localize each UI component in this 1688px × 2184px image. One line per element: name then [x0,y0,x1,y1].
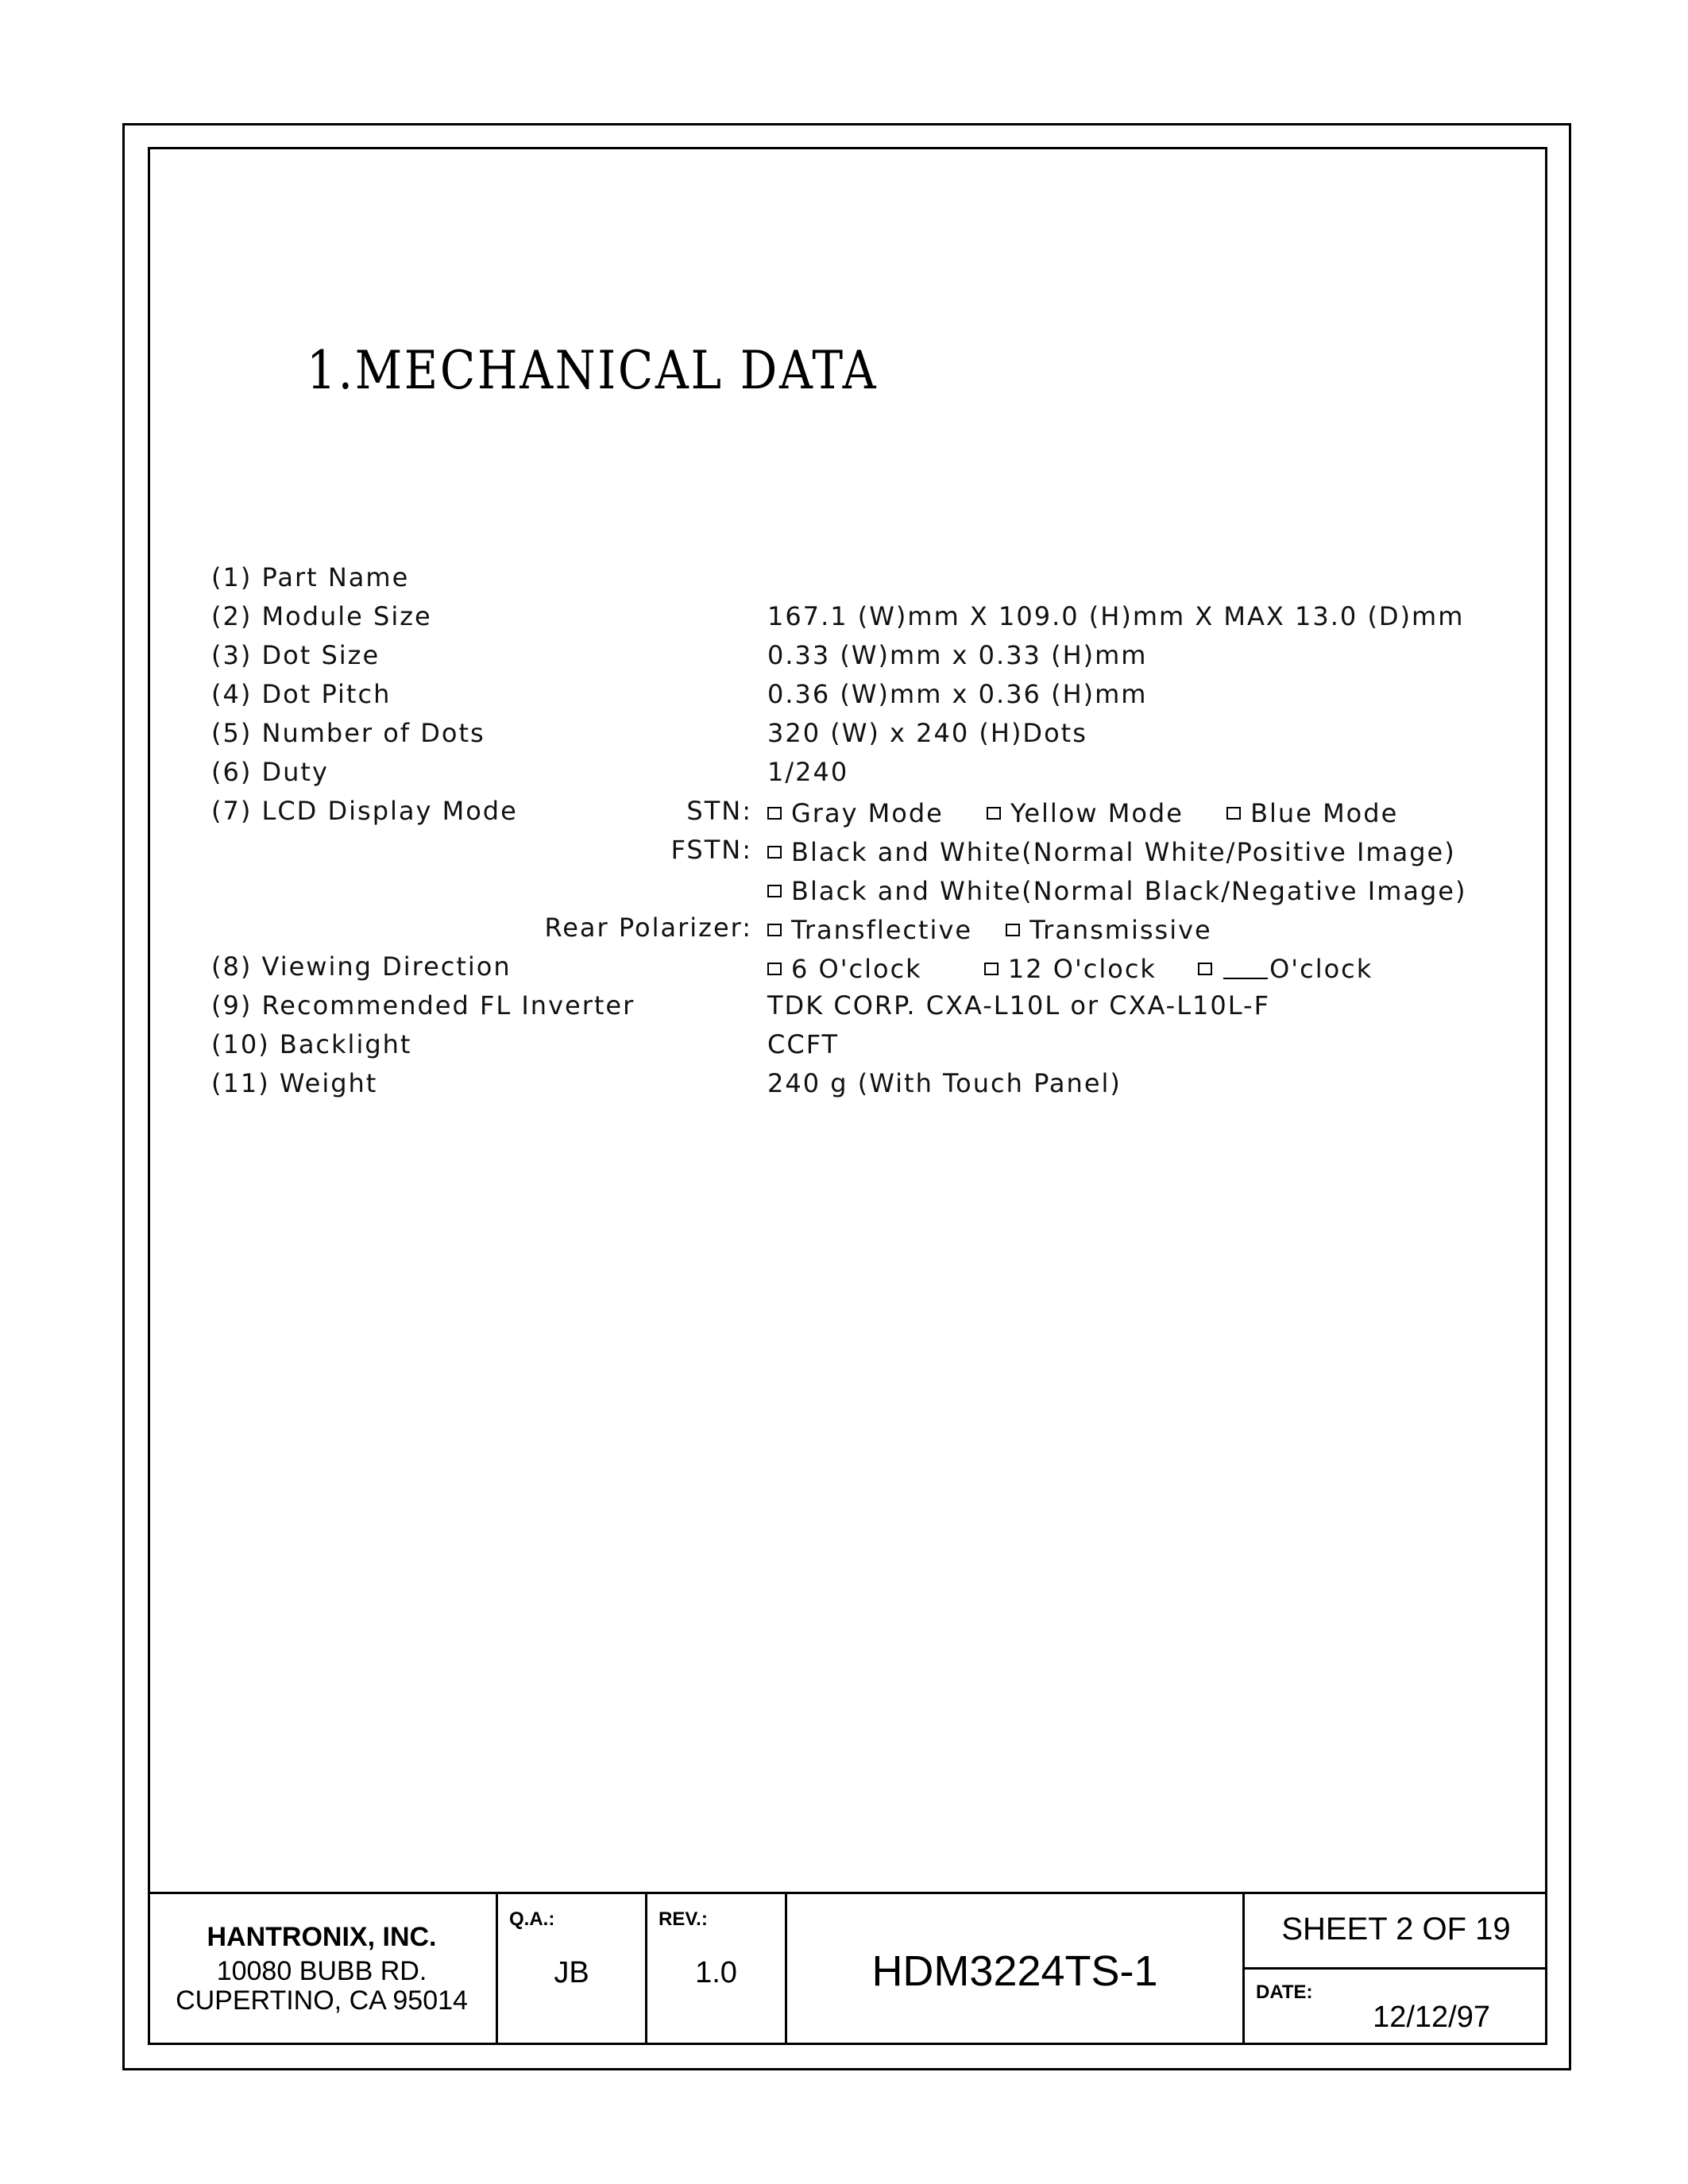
option-6-oclock[interactable]: 6 O'clock [767,954,922,984]
spec-value-fl-inverter: TDK CORP. CXA-L10L or CXA-L10L-F [767,990,1270,1021]
rear-polarizer-options [767,913,1212,945]
checkbox-icon [1198,963,1212,975]
divider [1245,1967,1547,1970]
spec-label-backlight: (10) Backlight [211,1029,412,1059]
option-yellow-mode[interactable]: Yellow Mode [987,798,1184,828]
checkbox-icon [767,885,782,897]
spec-label-dot-pitch: (4) Dot Pitch [211,679,392,709]
spec-label-fl-inverter: (9) Recommended FL Inverter [211,990,635,1021]
checkbox-icon [767,924,782,936]
spec-label-part-name: (1) Part Name [211,562,410,592]
company-name: HANTRONIX, INC. [207,1922,437,1952]
rev-value: 1.0 [695,1956,737,1989]
stn-options [767,796,1398,828]
company-address-line1: 10080 BUBB RD. [216,1956,427,1986]
option-12-oclock[interactable]: 12 O'clock [984,954,1157,984]
fstn-option-1 [767,835,1456,867]
rear-polarizer-label: Rear Polarizer: [544,913,752,943]
checkbox-icon [767,846,782,859]
spec-label-weight: (11) Weight [211,1068,378,1098]
fstn-label: FSTN: [670,835,752,865]
spec-label-lcd-display-mode: (7) LCD Display Mode [211,796,518,826]
checkbox-icon [767,807,782,820]
qa-value: JB [554,1956,589,1989]
spec-value-module-size: 167.1 (W)mm X 109.0 (H)mm X MAX 13.0 (D)mm [767,601,1465,631]
spec-value-backlight: CCFT [767,1029,840,1059]
spec-value-dot-size: 0.33 (W)mm x 0.33 (H)mm [767,640,1148,670]
option-custom-oclock[interactable]: O'clock [1198,954,1373,984]
company-cell [148,1894,498,2045]
spec-value-dot-pitch: 0.36 (W)mm x 0.36 (H)mm [767,679,1148,709]
sheet-number: SHEET 2 OF 19 [1281,1912,1511,1947]
title-block [148,1892,1547,2045]
checkbox-icon [1226,807,1241,820]
viewing-direction-options [767,951,1373,984]
spec-label-module-size: (2) Module Size [211,601,432,631]
qa-cell [498,1894,647,2045]
checkbox-icon [1006,924,1020,936]
option-transflective[interactable]: Transflective [767,915,972,945]
option-normal-black[interactable]: Black and White(Normal Black/Negative Image) [767,876,1466,906]
spec-value-weight: 240 g (With Touch Panel) [767,1068,1122,1098]
rev-cell [647,1894,787,2045]
blank-line[interactable] [1223,959,1268,979]
company-address-line2: CUPERTINO, CA 95014 [176,1985,468,2016]
spec-value-duty: 1/240 [767,757,849,787]
spec-label-viewing-direction: (8) Viewing Direction [211,951,512,982]
qa-label: Q.A.: [509,1908,555,1930]
date-label: DATE: [1256,1981,1313,2003]
date-value: 12/12/97 [1373,2001,1490,2034]
rev-label: REV.: [659,1908,708,1930]
sheet-date-cell [1245,1894,1547,2045]
option-gray-mode[interactable]: Gray Mode [767,798,944,828]
checkbox-icon [987,807,1001,820]
option-normal-white[interactable]: Black and White(Normal White/Positive Image) [767,837,1456,867]
option-blue-mode[interactable]: Blue Mode [1226,798,1398,828]
section-title: 1.MECHANICAL DATA [307,340,879,401]
spec-label-dot-size: (3) Dot Size [211,640,380,670]
fstn-option-2 [767,874,1466,906]
stn-label: STN: [686,796,752,826]
checkbox-icon [984,963,999,975]
spec-label-duty: (6) Duty [211,757,329,787]
checkbox-icon [767,963,782,975]
part-number-cell [787,1894,1245,2045]
spec-value-number-of-dots: 320 (W) x 240 (H)Dots [767,718,1087,748]
option-transmissive[interactable]: Transmissive [1006,915,1211,945]
part-number: HDM3224TS-1 [871,1947,1158,1995]
spec-label-number-of-dots: (5) Number of Dots [211,718,485,748]
